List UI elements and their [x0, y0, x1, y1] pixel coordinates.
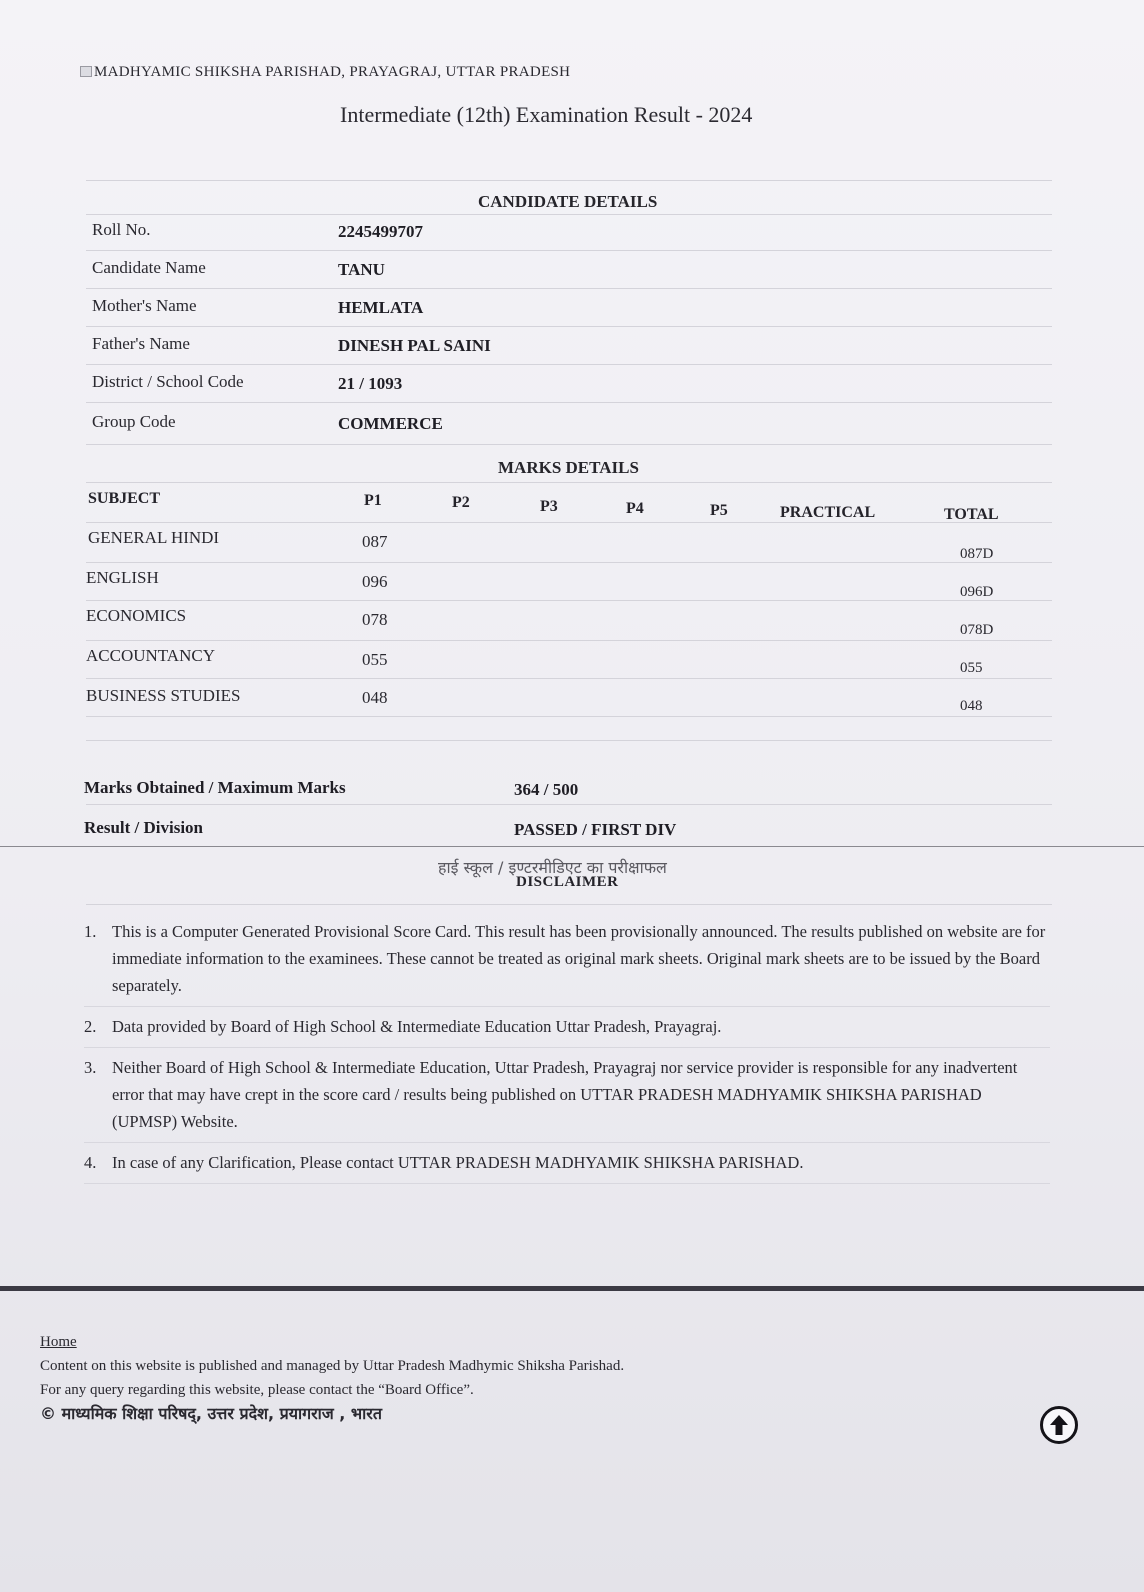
disclaimer-text: Data provided by Board of High School & Intermediate Education Uttar Pradesh, Prayagraj. [112, 1017, 722, 1036]
divider [86, 640, 1052, 641]
subject-name: BUSINESS STUDIES [86, 686, 241, 705]
disclaimer-item [84, 1054, 1050, 1135]
candidate-name-value: TANU [338, 260, 385, 279]
group-code-label: Group Code [92, 412, 176, 431]
scroll-to-top-button[interactable] [1040, 1406, 1078, 1444]
divider [86, 522, 1052, 523]
roll-no-label: Roll No. [92, 220, 151, 239]
district-school-code-value: 21 / 1093 [338, 374, 403, 393]
col-header-total: TOTAL [944, 506, 999, 523]
marks-obtained-label: Marks Obtained / Maximum Marks [84, 778, 346, 797]
footer-divider-bar [0, 1286, 1144, 1291]
disclaimer-item [84, 1013, 1050, 1040]
col-header-p3: P3 [540, 498, 558, 515]
subject-p1: 078 [362, 610, 388, 629]
disclaimer-number: 1. [84, 922, 97, 941]
divider [86, 326, 1052, 327]
father-name-label: Father's Name [92, 334, 190, 353]
district-school-code-label: District / School Code [92, 372, 244, 391]
divider [86, 444, 1052, 445]
divider [86, 402, 1052, 403]
divider [86, 678, 1052, 679]
divider [86, 740, 1052, 741]
group-code-value: COMMERCE [338, 414, 443, 433]
col-header-p1: P1 [364, 492, 382, 509]
subject-total: 055 [960, 660, 983, 676]
home-link[interactable]: Home [40, 1334, 77, 1350]
disclaimer-text: Neither Board of High School & Intermediate Education, Uttar Pradesh, Prayagraj nor service provider is responsible for any inadvertent error that may have crept in the score card / results being published on UTTAR PRADESH MADHYAMIK SHIKSHA PARISHAD (UPMSP) Website. [112, 1058, 1018, 1131]
subject-total: 087D [960, 546, 994, 562]
disclaimer-number: 4. [84, 1153, 97, 1172]
marks-details-heading: MARKS DETAILS [498, 458, 639, 477]
broken-image-icon [80, 66, 92, 77]
divider [86, 214, 1052, 215]
divider [86, 250, 1052, 251]
disclaimer-number: 2. [84, 1017, 97, 1036]
roll-no-value: 2245499707 [338, 222, 423, 241]
disclaimer-list [84, 918, 1050, 1190]
col-header-p5: P5 [710, 502, 728, 519]
col-header-subject: SUBJECT [88, 490, 161, 507]
subject-name: ECONOMICS [86, 606, 187, 625]
subject-name: ENGLISH [86, 568, 159, 587]
mother-name-label: Mother's Name [92, 296, 197, 315]
divider [86, 562, 1052, 563]
hindi-page-caption: हाई स्कूल / इण्टरमीडिएट का परीक्षाफल [438, 858, 667, 877]
father-name-value: DINESH PAL SAINI [338, 336, 491, 355]
disclaimer-number: 3. [84, 1058, 97, 1077]
col-header-p2: P2 [452, 494, 470, 511]
candidate-details-heading: CANDIDATE DETAILS [478, 192, 658, 211]
disclaimer-item [84, 918, 1050, 999]
arrow-up-circle-icon [1043, 1409, 1075, 1441]
col-header-p4: P4 [626, 500, 644, 517]
site-footer [40, 1330, 624, 1426]
exam-title: Intermediate (12th) Examination Result - 2024 [340, 102, 753, 127]
marks-obtained-value: 364 / 500 [514, 780, 579, 799]
disclaimer-item [84, 1149, 1050, 1176]
candidate-name-label: Candidate Name [92, 258, 206, 277]
disclaimer-text: In case of any Clarification, Please contact UTTAR PRADESH MADHYAMIK SHIKSHA PARISHAD. [112, 1153, 804, 1172]
section-separator [0, 846, 1144, 847]
divider [86, 600, 1052, 601]
divider [86, 364, 1052, 365]
subject-name: GENERAL HINDI [88, 528, 220, 547]
board-logo-alt-text: MADHYAMIC SHIKSHA PARISHAD, PRAYAGRAJ, UTTAR PRADESH [94, 64, 571, 80]
disclaimer-text: This is a Computer Generated Provisional Score Card. This result has been provisionally announced. The results published on website are for immediate information to the examinees. These cannot be treated as original mark sheets. Original mark sheets are to be issued by the Board separately. [112, 922, 1046, 995]
divider [86, 716, 1052, 717]
subject-name: ACCOUNTANCY [86, 646, 215, 665]
mother-name-value: HEMLATA [338, 298, 424, 317]
divider [86, 904, 1052, 905]
board-logo [80, 64, 570, 81]
col-header-practical: PRACTICAL [780, 504, 876, 521]
footer-copyright: © माध्यमिक शिक्षा परिषद्, उत्तर प्रदेश, प्रयागराज , भारत [40, 1404, 382, 1423]
subject-p1: 096 [362, 572, 388, 591]
subject-p1: 048 [362, 688, 388, 707]
footer-query-note: For any query regarding this website, please contact the “Board Office”. [40, 1382, 474, 1398]
subject-p1: 055 [362, 650, 388, 669]
subject-p1: 087 [362, 532, 388, 551]
divider [86, 288, 1052, 289]
result-division-value: PASSED / FIRST DIV [514, 820, 677, 839]
subject-total: 078D [960, 622, 994, 638]
divider [86, 482, 1052, 483]
result-division-label: Result / Division [84, 818, 204, 837]
divider [86, 180, 1052, 181]
divider [86, 804, 1052, 805]
footer-content-note: Content on this website is published and managed by Uttar Pradesh Madhymic Shiksha Parishad. [40, 1358, 625, 1374]
disclaimer-heading: DISCLAIMER [516, 874, 619, 890]
subject-total: 048 [960, 698, 983, 714]
subject-total: 096D [960, 584, 994, 600]
